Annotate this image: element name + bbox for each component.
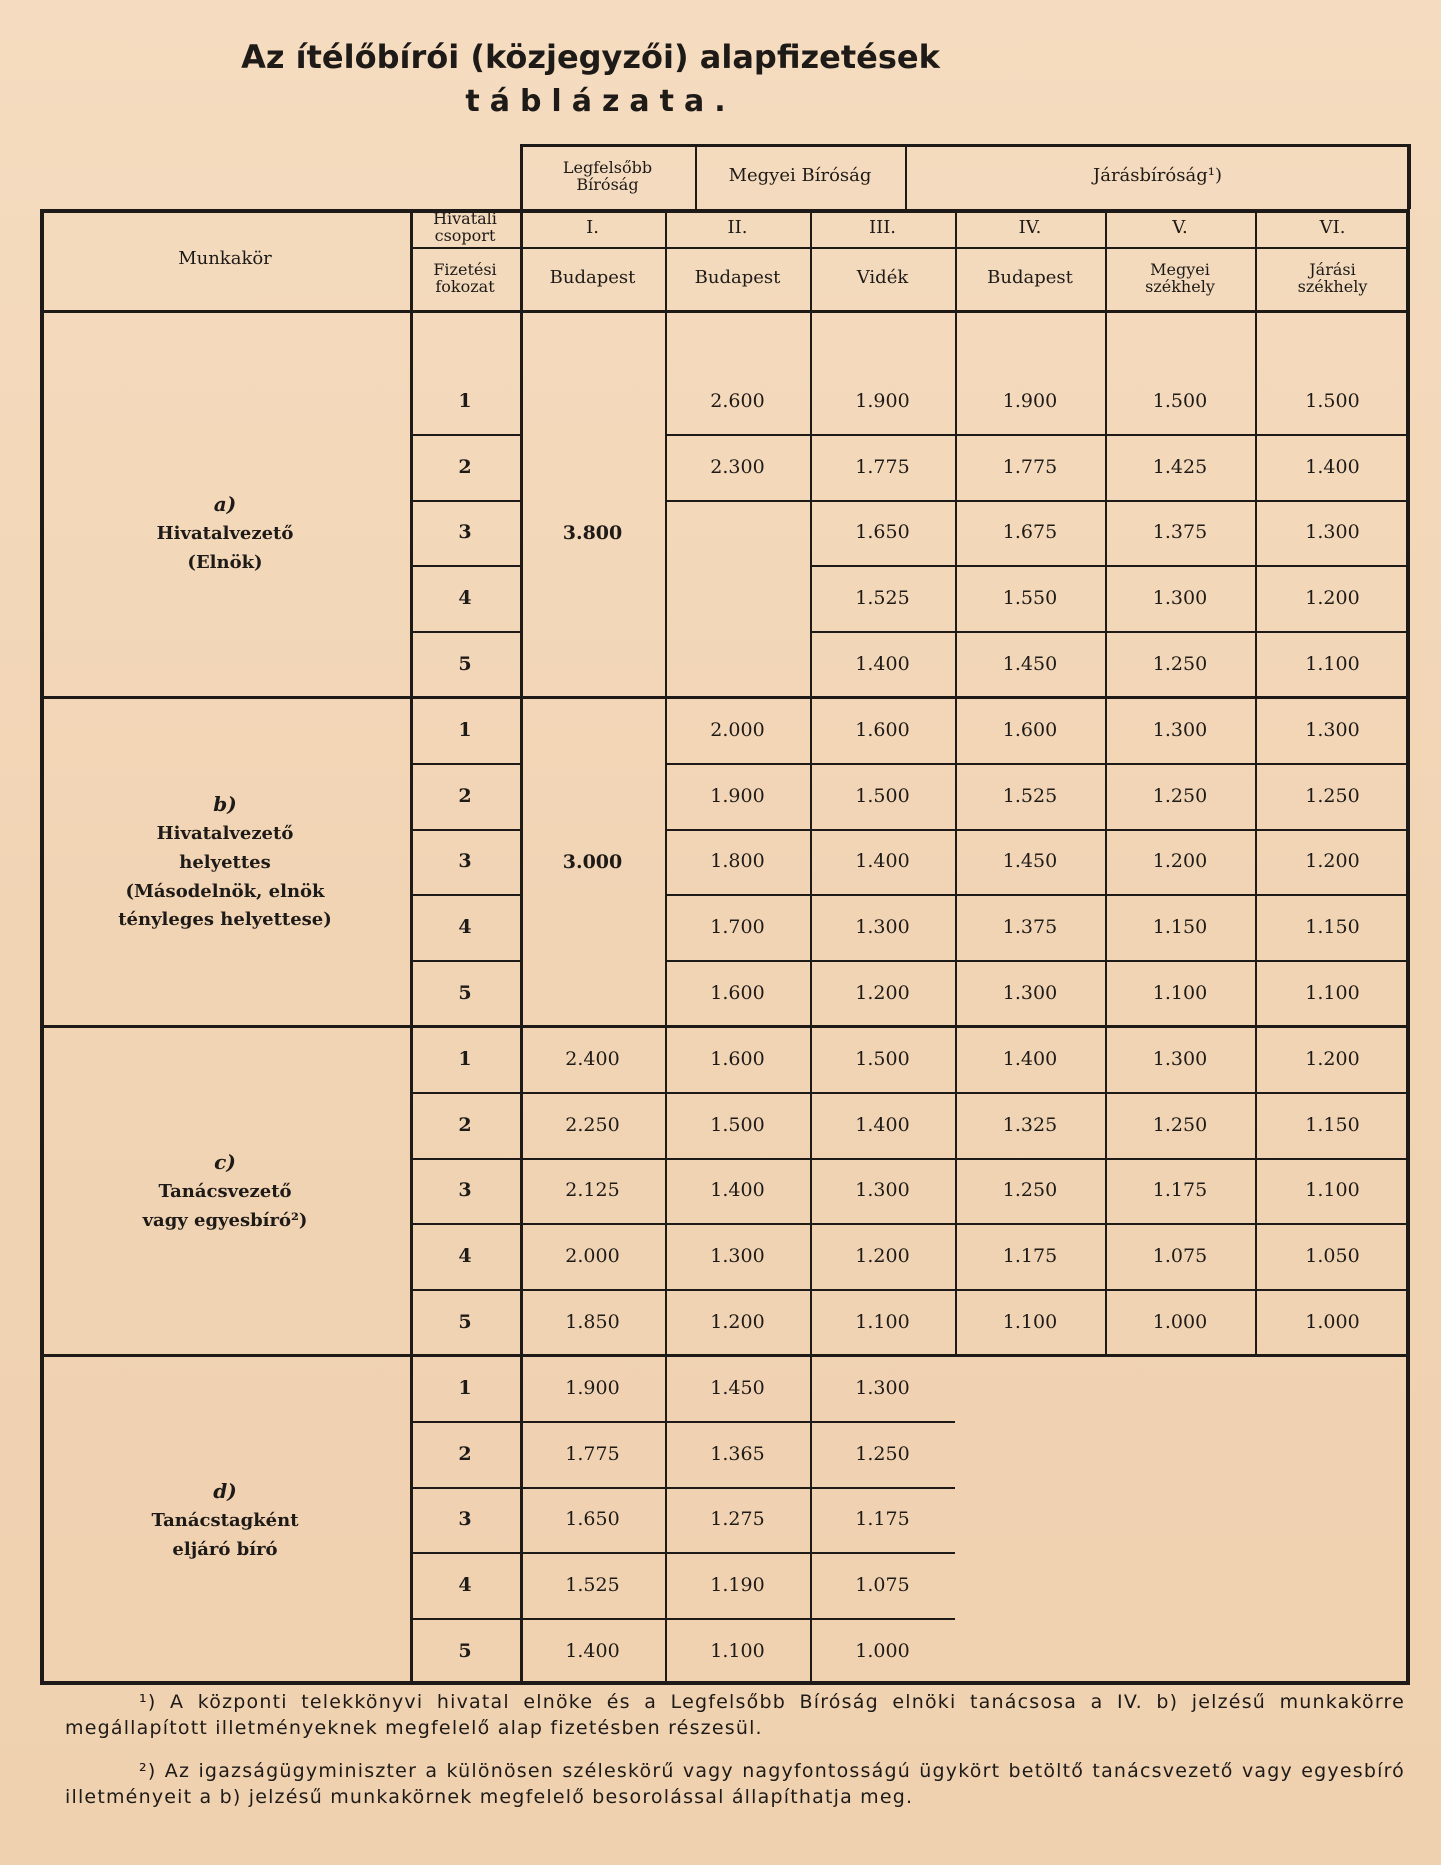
category-label [40, 1026, 410, 1355]
salary-cell: 1.900 [710, 784, 765, 807]
grade-cell: 4 [458, 1245, 472, 1268]
category-label [40, 697, 410, 1026]
salary-cell: 1.365 [710, 1442, 765, 1465]
salary-cell: 1.050 [1305, 1245, 1360, 1268]
salary-cell: 1.175 [1002, 1245, 1058, 1268]
salary-cell: 1.300 [1002, 982, 1058, 1005]
salary-cell: 1.200 [855, 1245, 910, 1268]
table-rule [410, 310, 411, 311]
grade-cell: 1 [458, 1376, 472, 1399]
salary-cell: 1.450 [710, 1376, 765, 1399]
salary-cell: 1.200 [710, 1311, 765, 1334]
salary-cell: 1.300 [710, 1245, 765, 1268]
salary-cell: 1.550 [1002, 587, 1058, 610]
header-group: II. [727, 216, 748, 238]
grade-cell: 5 [458, 982, 472, 1005]
salary-cell: 2.125 [565, 1179, 620, 1202]
grade-cell: 1 [458, 389, 472, 412]
salary-cell: 1.100 [855, 1311, 910, 1334]
salary-cell: 1.300 [855, 916, 910, 939]
header-group: V. [1172, 216, 1188, 238]
grade-cell: 4 [458, 1574, 472, 1597]
header-court-supreme: Legfelsőbb Bíróság [562, 157, 653, 194]
header-court-district: Járásbíróság¹) [1093, 165, 1222, 187]
grade-cell: 5 [458, 1640, 472, 1663]
category-name: Tanácstagként eljáró bíró [151, 1509, 299, 1560]
footnote-mark: ¹) [139, 1691, 157, 1713]
salary-cell: 1.525 [1002, 784, 1058, 807]
salary-cell: 2.000 [710, 718, 765, 741]
category-name: Hivatalvezető (Elnök) [156, 522, 294, 573]
merged-salary-cell: 3.000 [562, 850, 623, 873]
salary-cell: 1.250 [1152, 653, 1208, 676]
salary-cell: 1.300 [1152, 1047, 1208, 1070]
salary-cell: 1.300 [1305, 718, 1360, 741]
grade-cell: 2 [458, 1113, 472, 1136]
footnote-mark: ²) [139, 1760, 157, 1783]
header-hivatali-csoport: Hivatali csoport [433, 209, 497, 245]
salary-cell: 1.500 [1305, 389, 1360, 412]
grade-cell: 3 [458, 850, 472, 873]
salary-cell: 1.100 [1152, 982, 1208, 1005]
salary-cell: 1.200 [1305, 850, 1360, 873]
salary-cell: 1.900 [565, 1376, 620, 1399]
salary-cell: 1.675 [1002, 521, 1058, 544]
header-group: VI. [1319, 216, 1346, 238]
salary-cell: 2.000 [565, 1245, 620, 1268]
salary-cell: 1.175 [1152, 1179, 1208, 1202]
header-group: I. [586, 216, 599, 238]
salary-cell: 1.100 [1305, 982, 1360, 1005]
header-court-county: Megyei Bíróság [728, 165, 872, 187]
salary-cell: 1.900 [855, 389, 910, 412]
salary-cell: 2.250 [565, 1113, 620, 1136]
header-group: III. [868, 216, 897, 238]
grade-cell: 2 [458, 784, 472, 807]
category-name: Hivatalvezető helyettes (Másodelnök, elnök tényleges helyettese) [118, 822, 332, 931]
grade-cell: 2 [458, 455, 472, 478]
salary-cell: 1.100 [1305, 653, 1360, 676]
header-location: Járási székhely [1297, 259, 1368, 296]
salary-cell: 1.600 [710, 1047, 765, 1070]
footnote-2 [65, 1759, 1405, 1810]
salary-cell: 1.400 [855, 653, 910, 676]
page-subtitle: táblázata. [465, 84, 736, 119]
salary-cell: 1.100 [1305, 1179, 1360, 1202]
salary-cell: 1.650 [565, 1508, 620, 1531]
category-letter: c) [214, 1149, 236, 1174]
salary-cell: 1.250 [1152, 1113, 1208, 1136]
salary-cell: 1.425 [1152, 455, 1208, 478]
salary-cell: 1.375 [1152, 521, 1208, 544]
salary-cell: 1.700 [710, 916, 765, 939]
salary-cell: 1.275 [710, 1508, 765, 1531]
salary-cell: 1.775 [1002, 455, 1058, 478]
salary-cell: 1.400 [855, 1113, 910, 1136]
page-title: Az ítélőbírói (közjegyzői) alapfizetések [241, 38, 940, 76]
salary-cell: 1.525 [855, 587, 910, 610]
salary-cell: 1.150 [1305, 1113, 1360, 1136]
salary-cell: 1.400 [710, 1179, 765, 1202]
salary-cell: 1.000 [855, 1640, 910, 1663]
grade-cell: 1 [458, 718, 472, 741]
salary-cell: 1.200 [855, 982, 910, 1005]
header-location: Vidék [856, 267, 909, 289]
salary-cell: 1.600 [855, 718, 910, 741]
grade-cell: 5 [458, 653, 472, 676]
salary-table [40, 144, 1410, 1662]
category-name: Tanácsvezető vagy egyesbíró²) [142, 1180, 308, 1231]
salary-cell: 1.300 [1305, 521, 1360, 544]
salary-cell: 1.325 [1002, 1113, 1058, 1136]
salary-cell: 1.250 [1305, 784, 1360, 807]
salary-cell: 1.100 [1002, 1311, 1058, 1334]
salary-cell: 1.300 [1152, 718, 1208, 741]
salary-cell: 2.600 [710, 389, 765, 412]
footnotes [65, 1690, 1405, 1829]
salary-cell: 1.600 [710, 982, 765, 1005]
header-location: Budapest [694, 267, 781, 289]
table-rule [40, 310, 1410, 313]
grade-cell: 2 [458, 1442, 472, 1465]
category-letter: b) [213, 791, 237, 816]
salary-cell: 2.400 [565, 1047, 620, 1070]
header-location: Budapest [987, 267, 1073, 289]
salary-cell: 1.200 [1305, 587, 1360, 610]
grade-cell: 1 [458, 1047, 472, 1070]
salary-cell: 1.525 [565, 1574, 620, 1597]
grade-cell: 5 [458, 1311, 472, 1334]
grade-cell: 4 [458, 587, 472, 610]
salary-cell: 1.400 [1305, 455, 1360, 478]
salary-cell: 1.775 [565, 1442, 620, 1465]
salary-cell: 1.500 [1152, 389, 1208, 412]
footnote-text: A központi telekkönyvi hivatal elnöke és a Legfelsőbb Bíróság elnöki tanácsosa a IV. b) jelzésű munkakörre megállapított illetményeknek megfelelő alap fizetésben részesül. [65, 1691, 1405, 1739]
grade-cell: 3 [458, 1508, 472, 1531]
grade-cell: 3 [458, 521, 472, 544]
merged-salary-cell: 3.800 [562, 521, 623, 544]
salary-cell: 1.600 [1002, 718, 1058, 741]
salary-cell: 1.075 [1152, 1245, 1208, 1268]
header-location: Megyei székhely [1145, 259, 1215, 296]
category-letter: a) [213, 491, 237, 516]
category-label [40, 368, 410, 697]
salary-cell: 1.800 [710, 850, 765, 873]
header-fizetesi-fokozat: Fizetési fokozat [433, 259, 497, 296]
salary-cell: 1.500 [710, 1113, 765, 1136]
header-location: Budapest [549, 267, 636, 289]
salary-cell: 1.400 [855, 850, 910, 873]
salary-cell: 1.300 [855, 1376, 910, 1399]
footnote-text: Az igazságügyminiszter a különösen széleskörű vagy nagyfontosságú ügykört betöltő tanácsvezető vagy egyesbíró illetményeit a b) jelzésű munkakörnek megfelelő besorolással állapíthatja meg. [65, 1760, 1405, 1808]
salary-cell: 1.500 [855, 1047, 910, 1070]
salary-cell: 1.850 [565, 1311, 620, 1334]
salary-cell: 1.000 [1305, 1311, 1360, 1334]
salary-cell: 1.150 [1305, 916, 1360, 939]
salary-cell: 1.500 [855, 784, 910, 807]
grade-cell: 3 [458, 1179, 472, 1202]
salary-cell: 1.200 [1152, 850, 1208, 873]
salary-cell: 1.775 [855, 455, 910, 478]
salary-cell: 1.450 [1002, 850, 1058, 873]
header-munkakor: Munkakör [178, 248, 272, 270]
salary-cell: 1.250 [855, 1442, 910, 1465]
salary-cell: 1.075 [855, 1574, 910, 1597]
salary-cell: 2.300 [710, 455, 765, 478]
category-letter: d) [213, 1478, 237, 1503]
salary-cell: 1.250 [1002, 1179, 1058, 1202]
salary-cell: 1.175 [855, 1508, 910, 1531]
footnote-1 [65, 1690, 1405, 1741]
salary-cell: 1.900 [1002, 389, 1058, 412]
salary-cell: 1.300 [855, 1179, 910, 1202]
header-group: IV. [1018, 216, 1042, 238]
salary-cell: 1.150 [1152, 916, 1208, 939]
salary-cell: 1.650 [855, 521, 910, 544]
salary-cell: 1.375 [1002, 916, 1058, 939]
salary-cell: 1.250 [1152, 784, 1208, 807]
salary-cell: 1.100 [710, 1640, 765, 1663]
salary-cell: 1.190 [710, 1574, 765, 1597]
salary-cell: 1.450 [1002, 653, 1058, 676]
salary-cell: 1.400 [1002, 1047, 1058, 1070]
salary-cell: 1.300 [1152, 587, 1208, 610]
salary-cell: 1.400 [565, 1640, 620, 1663]
category-label [40, 1355, 410, 1684]
salary-cell: 1.000 [1152, 1311, 1208, 1334]
salary-cell: 1.200 [1305, 1047, 1360, 1070]
grade-cell: 4 [458, 916, 472, 939]
